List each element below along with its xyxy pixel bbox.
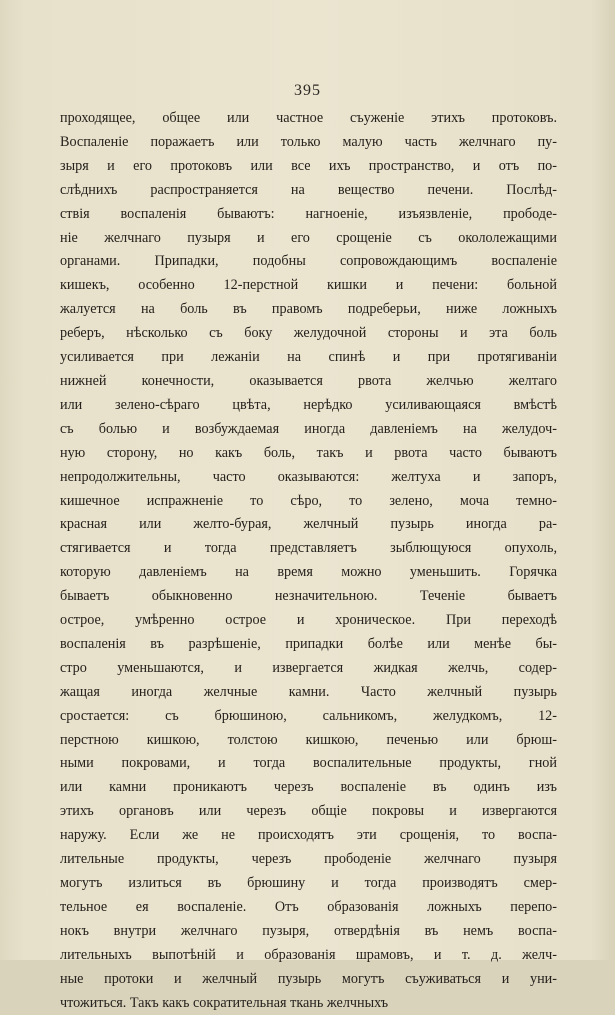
text-line: органами. Припадки, подобны сопровождающимъ воспаленіе — [60, 253, 557, 270]
text-line: Воспаленіе поражаетъ или только малую часть желчнаго пу- — [60, 133, 557, 150]
text-line: бываетъ обыкновенно незначительною. Теченіе бываетъ — [60, 588, 557, 605]
text-line: красная или желто-бурая, желчный пузырь иногда ра- — [60, 516, 557, 533]
text-line: наружу. Если же не происходятъ эти срощенія, то воспа- — [60, 827, 557, 844]
text-line: проходящее, общее или частное съуженіе этихъ протоковъ. — [60, 110, 557, 126]
text-line: усиливается при лежаніи на спинѣ и при протягиваніи — [60, 349, 557, 366]
text-line: могутъ излиться въ брюшину и тогда производятъ смер- — [60, 875, 557, 891]
text-line: этихъ органовъ или черезъ общіе покровы и извергаются — [60, 803, 557, 820]
text-line: нижней конечности, оказывается рвота желчью желтаго — [60, 372, 557, 389]
text-line: реберъ, нѣсколько съ боку желудочной стороны и эта боль — [60, 325, 557, 342]
page-number: 395 — [294, 82, 321, 99]
text-line: жащая иногда желчные камни. Часто желчный пузырь — [60, 683, 557, 700]
text-line: лительныхъ выпотѣній и образованія шрамовъ, и т. д. желч- — [60, 946, 557, 963]
text-line: или камни проникаютъ черезъ воспаленіе въ одинъ изъ — [60, 779, 557, 796]
text-line: чтожиться. Такъ какъ сократительная ткань желчныхъ — [60, 994, 389, 1011]
text-line: ную сторону, но какъ боль, такъ и рвота часто бываютъ — [60, 444, 557, 461]
text-line: или зелено-сѣраго цвѣта, нерѣдко усиливающаяся вмѣстѣ — [60, 396, 557, 413]
text-line: перстною кишкою, толстою кишкою, печенью или брюш- — [60, 731, 557, 748]
text-line: зыря и его протоковъ или все ихъ пространство, и отъ по- — [60, 157, 557, 174]
text-line: съ болью и возбуждаемая иногда давленіемъ на желудоч- — [60, 420, 557, 437]
text-line: воспаленія въ разрѣшеніе, припадки болѣе или менѣе бы- — [60, 635, 557, 652]
text-line: острое, умѣренно острое и хроническое. При переходѣ — [60, 612, 557, 629]
text-line: ные протоки и желчный пузырь могутъ съуживаться и уни- — [60, 970, 557, 987]
text-line: непродолжительны, часто оказываются: желтуха и запоръ, — [60, 468, 557, 485]
body-text — [60, 107, 557, 1015]
text-line: кишекъ, особенно 12-перстной кишки и печени: больной — [60, 277, 557, 294]
text-line: которую давленіемъ на время можно уменьшить. Горячка — [60, 564, 557, 581]
text-line: ными покровами, и тогда воспалительные продукты, гной — [60, 755, 557, 772]
text-line: лительные продукты, черезъ прободеніе желчнаго пузыря — [60, 851, 557, 868]
text-line: ствія воспаленія бываютъ: нагноеніе, изъязвленіе, прободе- — [60, 205, 557, 222]
text-line: жалуется на боль въ правомъ подреберьи, ниже ложныхъ — [60, 301, 557, 318]
text-line: стро уменьшаются, и извергается жидкая желчь, содер- — [60, 659, 557, 676]
text-line: тельное ея воспаленіе. Отъ образованія ложныхъ перепо- — [60, 898, 557, 915]
text-line: стягивается и тогда представляетъ зыблющуюся опухоль, — [60, 540, 557, 557]
text-line: ніе желчнаго пузыря и его срощеніе съ окололежащими — [60, 229, 557, 246]
text-line: слѣднихъ распространяется на вещество печени. Послѣд- — [60, 181, 557, 198]
text-line: сростается: съ брюшиною, сальникомъ, желудкомъ, 12- — [60, 707, 557, 724]
text-line: кишечное испражненіе то сѣро, то зелено, моча темно- — [60, 492, 557, 509]
text-line: нокъ внутри желчнаго пузыря, отвердѣнія въ немъ воспа- — [60, 922, 557, 939]
